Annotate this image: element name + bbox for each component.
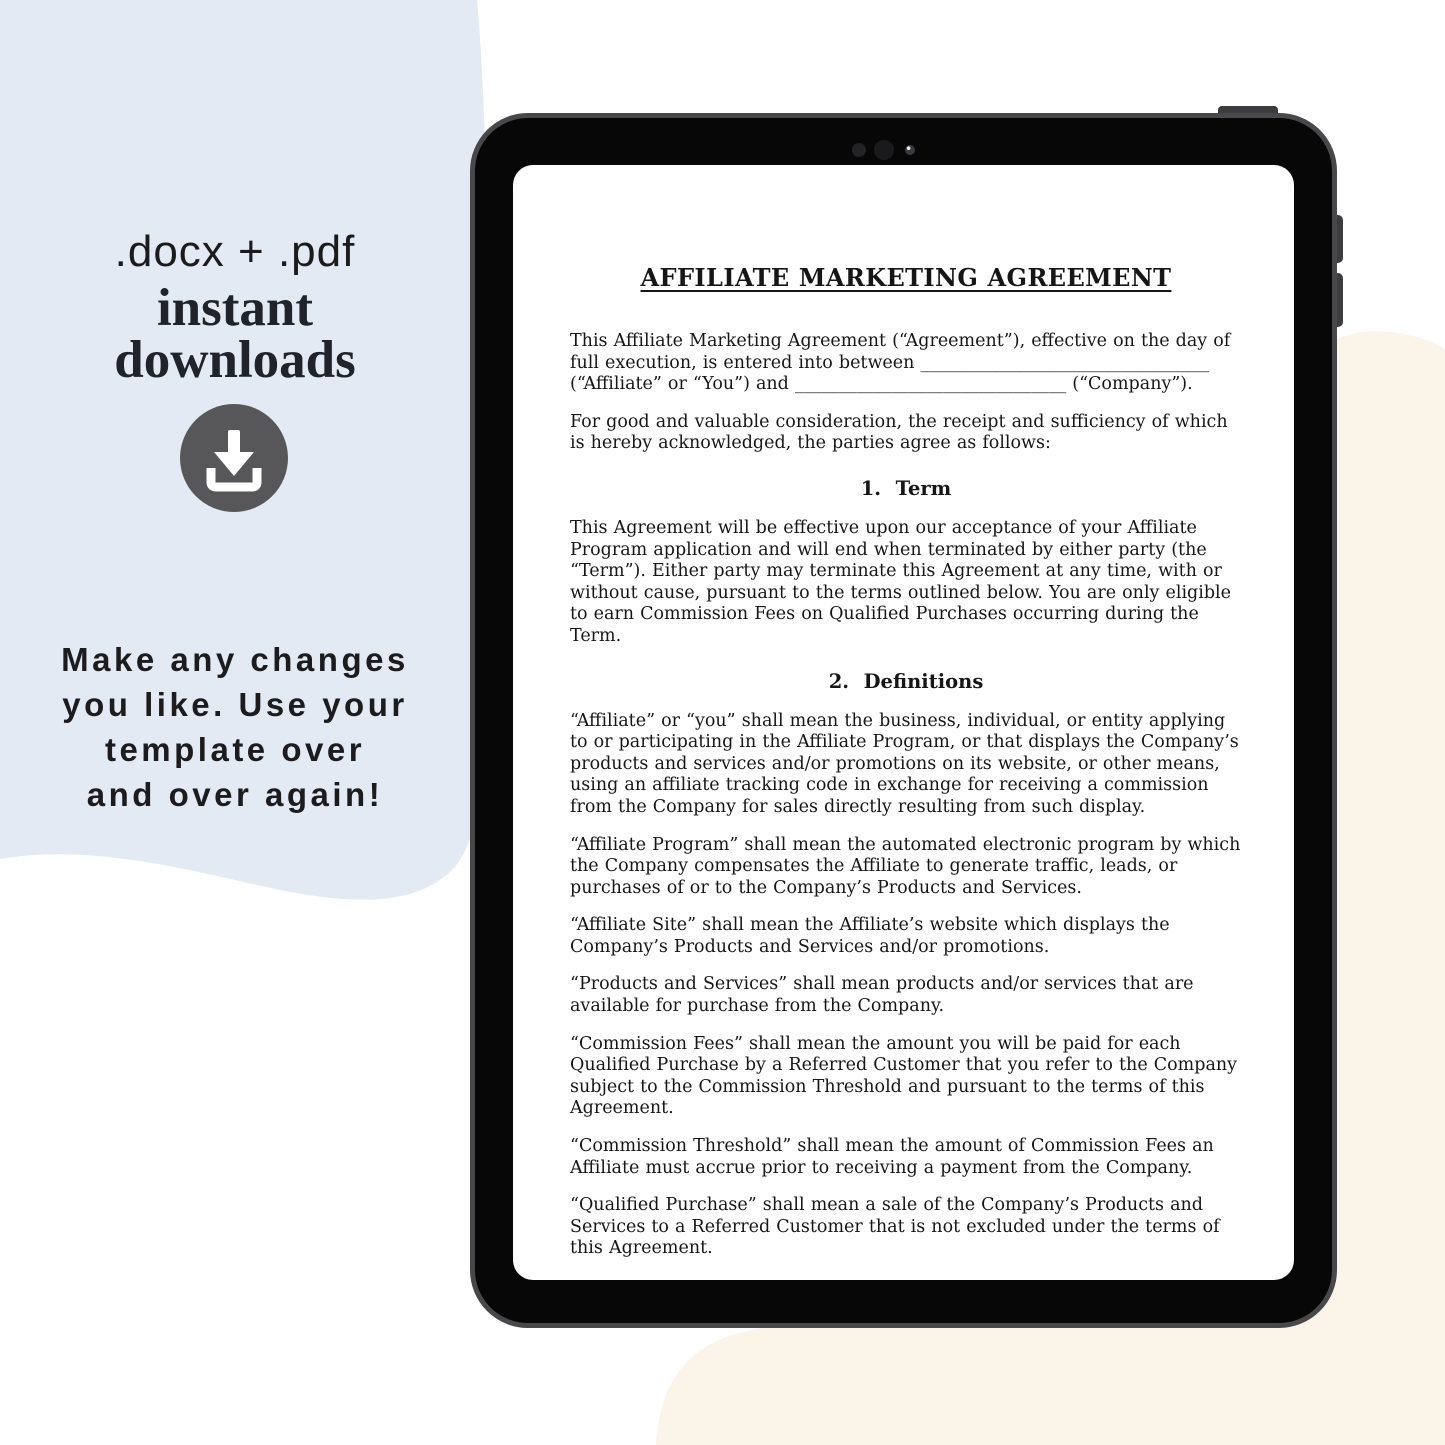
definition-paragraph: “Affiliate” or “you” shall mean the business, individual, or entity applying to or participating in the Affiliate Program, or that displays the Company’s products and services and/or promotions on its website, or other means, using an affiliate tracking code in exchange for receiving a commission from the Company for sales directly resulting from such display. xyxy=(570,710,1239,817)
tablet-screen xyxy=(513,165,1294,1280)
definition-paragraph: “Affiliate Site” shall mean the Affiliate’s website which displays the Company’s Products and Services and/or promotions. xyxy=(570,915,1170,957)
intro-paragraph: For good and valuable consideration, the receipt and sufficiency of which is hereby acknowledged, the parties agree as follows: xyxy=(570,411,1228,454)
file-formats-text: .docx + .pdf xyxy=(114,227,356,276)
promo-message-line: you like. Use your xyxy=(62,686,408,723)
section-heading-definitions: 2. Definitions xyxy=(828,669,984,693)
tablet-mockup xyxy=(470,113,1337,1328)
headline-instant: instant xyxy=(156,279,314,337)
document-title: AFFILIATE MARKETING AGREEMENT xyxy=(640,263,1172,292)
definition-paragraph: “Products and Services” shall mean products and/or services that are available for purchase from the Company. xyxy=(570,974,1194,1017)
term-paragraph: This Agreement will be effective upon our acceptance of your Affiliate Program application and will end when terminated by either party (the “Term”). Either party may terminate this Agreement at any time, with or without cause, pursuant to the terms outlined below. You are only eligible to earn Commission Fees on Qualified Purchases occurring during the Term. xyxy=(570,517,1232,646)
download-icon xyxy=(180,404,288,512)
promo-message-line: template over xyxy=(104,731,366,768)
agreement-document xyxy=(570,263,1242,1280)
front-camera-cluster-icon xyxy=(845,135,935,165)
intro-paragraph: This Affiliate Marketing Agreement (“Agreement”), effective on the day of full execution, is entered into between _________________________________ (“Affiliate” or “You”) and _______________________________ (“Company”). xyxy=(570,331,1231,395)
promo-message-line: Make any changes xyxy=(61,641,409,678)
headline-downloads: downloads xyxy=(114,331,356,389)
definition-paragraph: “Affiliate Program” shall mean the automated electronic program by which the Company compensates the Affiliate to generate traffic, leads, or purchases of or to the Company’s Products and Services. xyxy=(570,834,1241,898)
definition-paragraph: “Commission Threshold” shall mean the amount of Commission Fees an Affiliate must accrue prior to receiving a payment from the Company. xyxy=(570,1136,1214,1178)
promo-message xyxy=(0,637,470,817)
definition-paragraph: “Commission Fees” shall mean the amount you will be paid for each Qualified Purchase by a Referred Customer that you refer to the Company subject to the Commission Threshold and pursuant to the terms of this Agreement. xyxy=(570,1033,1238,1119)
promo-message-line: and over again! xyxy=(86,776,384,813)
definition-paragraph: “Qualified Purchase” shall mean a sale of the Company’s Products and Services to a Referred Customer that is not excluded under the terms of this Agreement. xyxy=(570,1195,1220,1259)
section-heading-term: 1. Term xyxy=(860,476,952,500)
